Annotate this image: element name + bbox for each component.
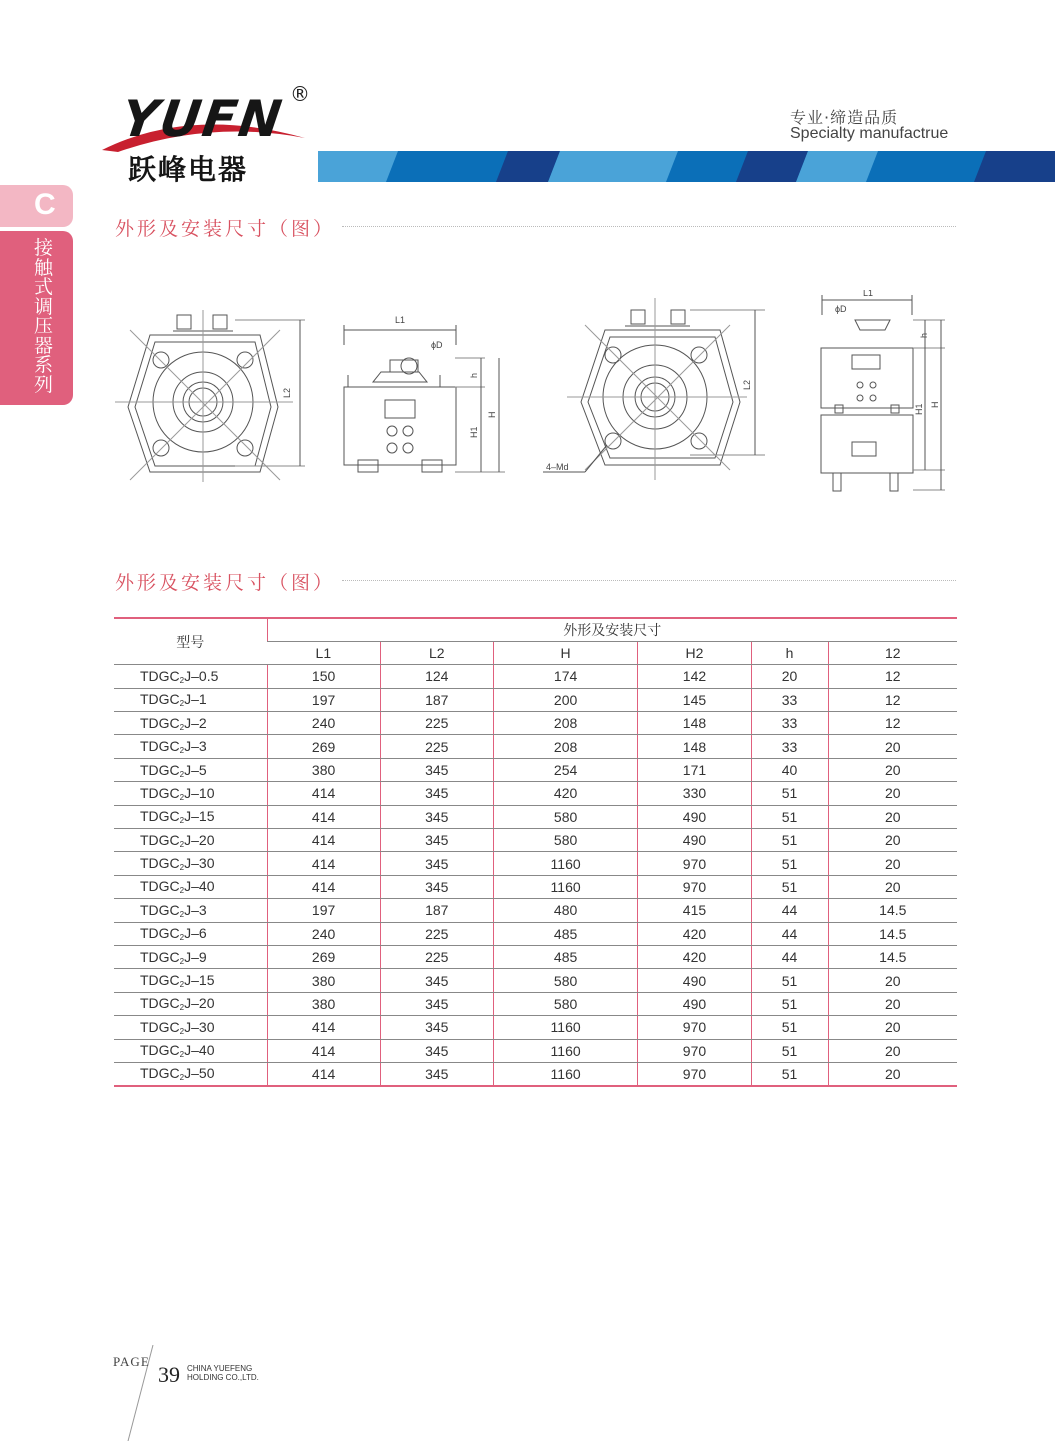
value-cell: 415 bbox=[638, 899, 751, 922]
value-cell: 480 bbox=[493, 899, 638, 922]
section-title-table: 外形及安装尺寸（图） bbox=[115, 572, 336, 594]
value-cell: 51 bbox=[751, 805, 828, 828]
table-row bbox=[114, 688, 957, 711]
column-header: H bbox=[493, 641, 638, 664]
value-cell: 1160 bbox=[493, 1039, 638, 1062]
logo-chinese-name: 跃峰电器 bbox=[128, 153, 249, 186]
side-view-1 bbox=[344, 325, 505, 472]
value-cell: 420 bbox=[638, 922, 751, 945]
model-cell: $TDGC_2J-2$ bbox=[114, 712, 267, 735]
value-cell: 345 bbox=[380, 852, 493, 875]
value-cell: 44 bbox=[751, 899, 828, 922]
value-cell: 20 bbox=[828, 852, 957, 875]
value-cell: 20 bbox=[828, 805, 957, 828]
model-cell: $TDGC_2J-20$ bbox=[114, 829, 267, 852]
model-cell: $TDGC_2J-3$ bbox=[114, 899, 267, 922]
value-cell: 380 bbox=[267, 758, 380, 781]
value-cell: 414 bbox=[267, 852, 380, 875]
value-cell: 208 bbox=[493, 712, 638, 735]
value-cell: 970 bbox=[638, 852, 751, 875]
brand-logo bbox=[100, 82, 315, 188]
value-cell: 269 bbox=[267, 945, 380, 968]
value-cell: 240 bbox=[267, 922, 380, 945]
value-cell: 414 bbox=[267, 875, 380, 898]
value-cell: 14.5 bbox=[828, 899, 957, 922]
model-cell: $TDGC_2J-10$ bbox=[114, 782, 267, 805]
value-cell: 174 bbox=[493, 665, 638, 688]
value-cell: 225 bbox=[380, 922, 493, 945]
category-tab-letter: C bbox=[0, 185, 73, 227]
value-cell: 380 bbox=[267, 992, 380, 1015]
value-cell: 414 bbox=[267, 829, 380, 852]
slogan-english: Specialty manufactrue bbox=[790, 125, 949, 142]
model-cell: $TDGC_2J-50$ bbox=[114, 1062, 267, 1085]
value-cell: 345 bbox=[380, 758, 493, 781]
value-cell: 20 bbox=[828, 1039, 957, 1062]
value-cell: 490 bbox=[638, 992, 751, 1015]
company-name: CHINA YUEFENG HOLDING CO.,LTD. bbox=[187, 1364, 259, 1382]
label-h-1: h bbox=[469, 372, 479, 378]
value-cell: 1160 bbox=[493, 1016, 638, 1039]
value-cell: 420 bbox=[493, 782, 638, 805]
value-cell: 12 bbox=[828, 665, 957, 688]
value-cell: 414 bbox=[267, 1016, 380, 1039]
label-h1-2: H1 bbox=[914, 403, 924, 415]
value-cell: 44 bbox=[751, 922, 828, 945]
model-cell: $TDGC_2J-5$ bbox=[114, 758, 267, 781]
table-row bbox=[114, 829, 957, 852]
column-header-model: 型号 bbox=[114, 618, 267, 665]
value-cell: 51 bbox=[751, 1039, 828, 1062]
value-cell: 420 bbox=[638, 945, 751, 968]
value-cell: 330 bbox=[638, 782, 751, 805]
label-hu-2: H bbox=[930, 401, 940, 408]
table-row bbox=[114, 1016, 957, 1039]
table-row bbox=[114, 758, 957, 781]
value-cell: 20 bbox=[828, 829, 957, 852]
value-cell: 12 bbox=[828, 712, 957, 735]
model-cell: $TDGC_2J-15$ bbox=[114, 969, 267, 992]
table-row bbox=[114, 922, 957, 945]
value-cell: 208 bbox=[493, 735, 638, 758]
section-divider bbox=[342, 226, 956, 227]
value-cell: 20 bbox=[828, 735, 957, 758]
column-header: H2 bbox=[638, 641, 751, 664]
value-cell: 20 bbox=[828, 875, 957, 898]
value-cell: 51 bbox=[751, 829, 828, 852]
value-cell: 345 bbox=[380, 805, 493, 828]
label-l1-2: L1 bbox=[863, 290, 874, 298]
dimension-drawings-svg bbox=[115, 290, 960, 505]
value-cell: 580 bbox=[493, 829, 638, 852]
value-cell: 20 bbox=[828, 969, 957, 992]
category-tab-label: 接触式调压器系列 bbox=[0, 231, 73, 405]
value-cell: 345 bbox=[380, 875, 493, 898]
value-cell: 148 bbox=[638, 712, 751, 735]
table-row bbox=[114, 1039, 957, 1062]
column-group-header: 外形及安装尺寸 bbox=[267, 618, 957, 641]
value-cell: 1160 bbox=[493, 875, 638, 898]
page-number: 39 bbox=[158, 1362, 180, 1387]
value-cell: 485 bbox=[493, 945, 638, 968]
table-row bbox=[114, 899, 957, 922]
dimension-drawings bbox=[115, 290, 960, 505]
value-cell: 51 bbox=[751, 969, 828, 992]
value-cell: 51 bbox=[751, 875, 828, 898]
value-cell: 414 bbox=[267, 1062, 380, 1085]
table-row bbox=[114, 805, 957, 828]
value-cell: 414 bbox=[267, 805, 380, 828]
table-row bbox=[114, 945, 957, 968]
value-cell: 187 bbox=[380, 899, 493, 922]
value-cell: 345 bbox=[380, 969, 493, 992]
front-view-2 bbox=[543, 298, 765, 480]
value-cell: 200 bbox=[493, 688, 638, 711]
model-cell: $TDGC_2J-15$ bbox=[114, 805, 267, 828]
value-cell: 580 bbox=[493, 969, 638, 992]
table-row bbox=[114, 1062, 957, 1085]
value-cell: 20 bbox=[828, 1016, 957, 1039]
value-cell: 14.5 bbox=[828, 922, 957, 945]
value-cell: 187 bbox=[380, 688, 493, 711]
label-hu-1: H bbox=[487, 411, 497, 418]
label-h1-1: H1 bbox=[469, 426, 479, 438]
label-h-2: h bbox=[919, 332, 929, 338]
value-cell: 225 bbox=[380, 735, 493, 758]
table-row bbox=[114, 969, 957, 992]
value-cell: 580 bbox=[493, 805, 638, 828]
column-header: L1 bbox=[267, 641, 380, 664]
value-cell: 1160 bbox=[493, 1062, 638, 1085]
value-cell: 970 bbox=[638, 1062, 751, 1085]
value-cell: 1160 bbox=[493, 852, 638, 875]
model-cell: $TDGC_2J-20$ bbox=[114, 992, 267, 1015]
model-cell: $TDGC_2J-1$ bbox=[114, 688, 267, 711]
value-cell: 490 bbox=[638, 805, 751, 828]
value-cell: 970 bbox=[638, 1039, 751, 1062]
column-header: h bbox=[751, 641, 828, 664]
value-cell: 20 bbox=[828, 758, 957, 781]
value-cell: 51 bbox=[751, 1062, 828, 1085]
model-cell: $TDGC_2J-3$ bbox=[114, 735, 267, 758]
value-cell: 33 bbox=[751, 688, 828, 711]
table-row bbox=[114, 735, 957, 758]
value-cell: 150 bbox=[267, 665, 380, 688]
value-cell: 490 bbox=[638, 829, 751, 852]
label-md: 4–Md bbox=[546, 462, 569, 472]
value-cell: 254 bbox=[493, 758, 638, 781]
value-cell: 225 bbox=[380, 945, 493, 968]
model-cell: $TDGC_2J-9$ bbox=[114, 945, 267, 968]
model-cell: $TDGC_2J-0.5$ bbox=[114, 665, 267, 688]
table-row bbox=[114, 712, 957, 735]
value-cell: 14.5 bbox=[828, 945, 957, 968]
value-cell: 485 bbox=[493, 922, 638, 945]
model-cell: $TDGC_2J-30$ bbox=[114, 852, 267, 875]
value-cell: 345 bbox=[380, 1016, 493, 1039]
table-row bbox=[114, 665, 957, 688]
value-cell: 490 bbox=[638, 969, 751, 992]
value-cell: 124 bbox=[380, 665, 493, 688]
table-row bbox=[114, 992, 957, 1015]
section-title-drawings: 外形及安装尺寸（图） bbox=[115, 218, 336, 240]
model-cell: $TDGC_2J-30$ bbox=[114, 1016, 267, 1039]
logo-wordmark: YUFN bbox=[117, 90, 287, 148]
value-cell: 12 bbox=[828, 688, 957, 711]
value-cell: 345 bbox=[380, 1062, 493, 1085]
value-cell: 345 bbox=[380, 782, 493, 805]
table-row bbox=[114, 875, 957, 898]
value-cell: 33 bbox=[751, 712, 828, 735]
front-view-1 bbox=[115, 310, 305, 482]
registered-mark-icon: ® bbox=[290, 82, 310, 106]
page-label: PAGE bbox=[113, 1354, 150, 1369]
value-cell: 20 bbox=[828, 992, 957, 1015]
label-l2-2: L2 bbox=[742, 379, 752, 390]
value-cell: 145 bbox=[638, 688, 751, 711]
table-row bbox=[114, 782, 957, 805]
header-color-band bbox=[318, 151, 1055, 182]
model-cell: $TDGC_2J-6$ bbox=[114, 922, 267, 945]
model-cell: $TDGC_2J-40$ bbox=[114, 875, 267, 898]
value-cell: 269 bbox=[267, 735, 380, 758]
value-cell: 33 bbox=[751, 735, 828, 758]
value-cell: 40 bbox=[751, 758, 828, 781]
value-cell: 970 bbox=[638, 875, 751, 898]
value-cell: 580 bbox=[493, 992, 638, 1015]
value-cell: 414 bbox=[267, 1039, 380, 1062]
column-header: L2 bbox=[380, 641, 493, 664]
value-cell: 197 bbox=[267, 688, 380, 711]
value-cell: 20 bbox=[828, 782, 957, 805]
value-cell: 240 bbox=[267, 712, 380, 735]
dimension-table bbox=[114, 617, 957, 1087]
value-cell: 51 bbox=[751, 852, 828, 875]
side-view-2 bbox=[821, 295, 945, 491]
model-cell: $TDGC_2J-40$ bbox=[114, 1039, 267, 1062]
value-cell: 171 bbox=[638, 758, 751, 781]
value-cell: 970 bbox=[638, 1016, 751, 1039]
table-body bbox=[114, 665, 957, 1086]
value-cell: 414 bbox=[267, 782, 380, 805]
value-cell: 225 bbox=[380, 712, 493, 735]
section-divider bbox=[342, 580, 956, 581]
value-cell: 51 bbox=[751, 992, 828, 1015]
value-cell: 197 bbox=[267, 899, 380, 922]
value-cell: 20 bbox=[751, 665, 828, 688]
value-cell: 148 bbox=[638, 735, 751, 758]
table-row bbox=[114, 852, 957, 875]
value-cell: 51 bbox=[751, 782, 828, 805]
value-cell: 345 bbox=[380, 992, 493, 1015]
label-phid-2: ϕD bbox=[835, 304, 847, 314]
label-l2-1: L2 bbox=[282, 387, 292, 398]
column-header: 12 bbox=[828, 641, 957, 664]
value-cell: 51 bbox=[751, 1016, 828, 1039]
label-l1-1: L1 bbox=[395, 315, 406, 325]
value-cell: 345 bbox=[380, 829, 493, 852]
value-cell: 380 bbox=[267, 969, 380, 992]
value-cell: 44 bbox=[751, 945, 828, 968]
value-cell: 20 bbox=[828, 1062, 957, 1085]
value-cell: 345 bbox=[380, 1039, 493, 1062]
value-cell: 142 bbox=[638, 665, 751, 688]
label-phid-1: ϕD bbox=[431, 340, 443, 350]
slogan-chinese: 专业·缔造品质 bbox=[790, 108, 899, 127]
